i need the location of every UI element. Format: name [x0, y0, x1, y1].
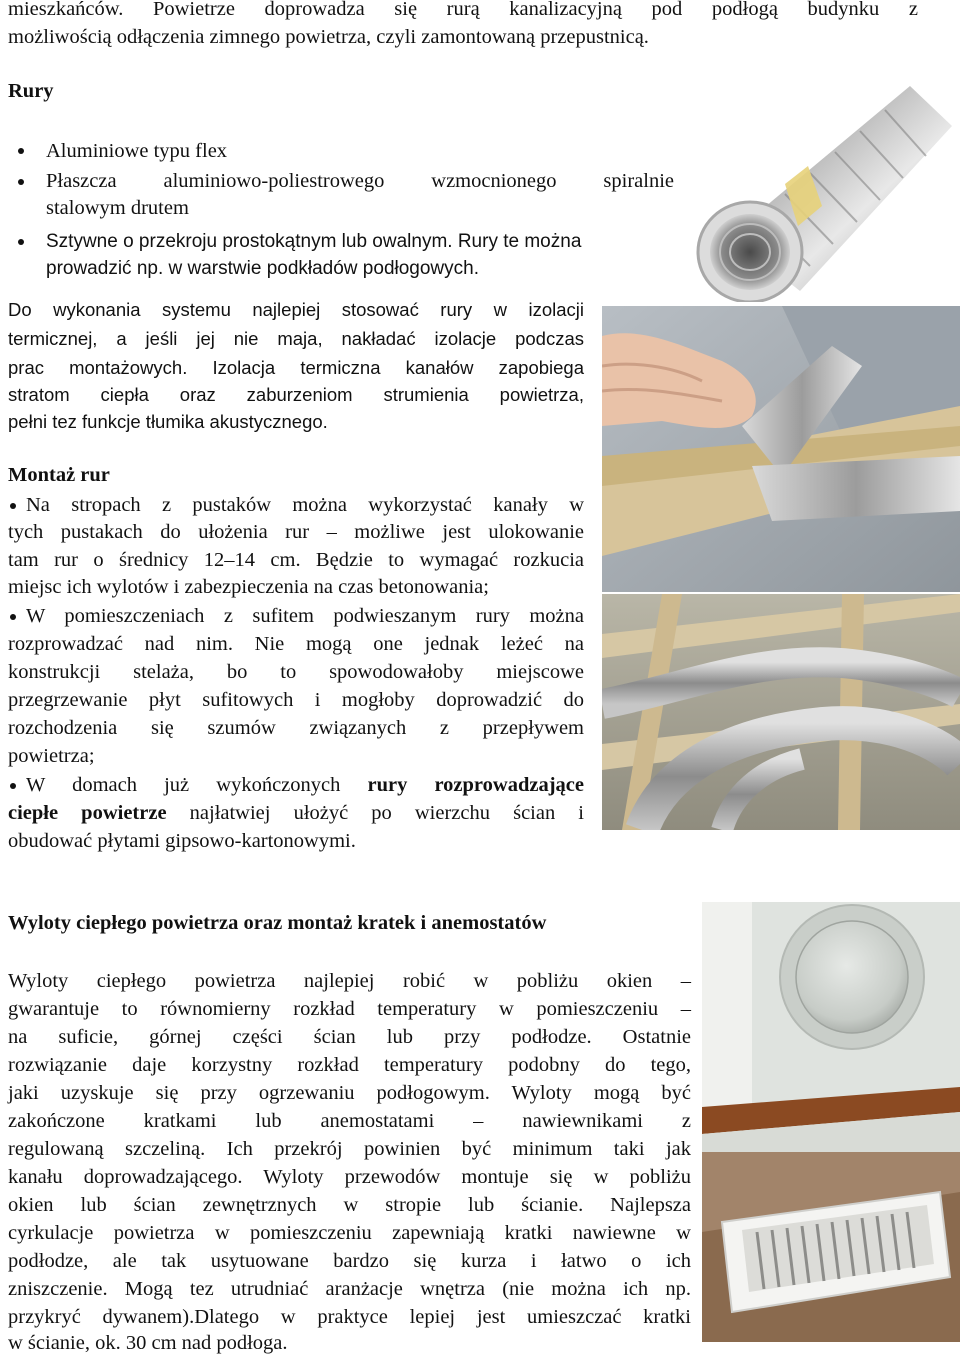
montaz-bullet-3-line-3: obudować płytami gipsowo-kartonowymi. [8, 830, 356, 852]
bullet-icon [18, 179, 24, 185]
rury-paragraph-line: stratom ciepła oraz zaburzeniom strumienia powietrza, [8, 384, 584, 405]
montaz-heading: Montaż rur [8, 464, 110, 486]
bullet-icon [10, 614, 16, 620]
floor-grille-photo [702, 1152, 960, 1342]
wyloty-paragraph-line: jaki uzyskuje się przy ogrzewaniu podłogowym. Wyloty mogą być [8, 1082, 691, 1104]
montaz-bullet-3-line-2 [8, 800, 584, 828]
montaz-bullet-3-text: najłatwiej ułożyć po wierzchu ścian i [166, 802, 584, 824]
montaz-bullet-2-line: rozprowadzać nad nim. Nie mogą one jednak leżeć na [8, 633, 584, 655]
rury-bullet-2-line-1: Płaszcza aluminiowo-poliestrowego wzmocnionego spiralnie [46, 170, 674, 192]
montaz-bullet-2-line: przegrzewanie płyt sufitowych i mogłoby doprowadzić do [8, 689, 584, 711]
rury-paragraph-line: pełni tez funkcje tłumika akustycznego. [8, 411, 328, 432]
montaz-bullet-1-line: Na stropach z pustaków można wykorzystać kanały w [26, 494, 584, 516]
rury-bullet-2-line-2: stalowym drutem [46, 197, 189, 219]
bullet-icon [10, 503, 16, 509]
wyloty-paragraph-line: na suficie, górnej części ścian lub przy podłodze. Ostatnie [8, 1026, 691, 1048]
wyloty-paragraph-line: kanału doprowadzającego. Wyloty przewodów montuje się w pobliżu [8, 1166, 691, 1188]
rury-bullet-1: Aluminiowe typu flex [46, 140, 228, 162]
rury-paragraph-line: prac montażowych. Izolacja termiczna kanałów zapobiega [8, 357, 584, 378]
wyloty-paragraph-line: zniszczenie. Mogą tez utrudniać aranżacje wnętrza (nie można ich np. [8, 1278, 691, 1300]
wyloty-paragraph-line: w ścianie, ok. 30 cm nad podłoga. [8, 1332, 288, 1354]
insulation-installation-photo [602, 306, 960, 592]
intro-line-1: mieszkańców. Powietrze doprowadza się rurą kanalizacyjną pod podłogą budynku z [8, 0, 918, 20]
montaz-bullet-3-line-1 [26, 772, 584, 800]
montaz-bullet-3-text: W domach już wykończonych [26, 774, 368, 796]
wyloty-paragraph-line: cyrkulacje powietrza w pomieszczeniu zapewniają kratki nawiewne w [8, 1222, 691, 1244]
wyloty-paragraph-line: podłodze, ale tak usytuowane bardzo się kurza i łatwo o ich [8, 1250, 691, 1272]
wyloty-paragraph-line: regulowaną szczeliną. Ich przekrój powinien być minimum taki jak [8, 1138, 691, 1160]
wyloty-paragraph-line: przykryć dywanem).Dlatego w praktyce lepiej jest umieszczać kratki [8, 1306, 691, 1328]
montaz-bullet-1-line: tam rur o średnicy 12–14 cm. Będzie to wymagać rozkucia [8, 549, 584, 571]
montaz-bullet-1-line: miejsc ich wylotów i zabezpieczenia na czas betonowania; [8, 576, 489, 598]
bullet-icon [18, 148, 24, 154]
wyloty-paragraph-line: Wyloty ciepłego powietrza najlepiej robić w pobliżu okien – [8, 970, 691, 992]
anemostat-photo [702, 902, 960, 1152]
montaz-bullet-2-line: konstrukcji stelaża, bo to spowodowałoby miejscowe [8, 661, 584, 683]
montaz-bullet-3-bold: ciepłe powietrze [8, 802, 167, 824]
wyloty-paragraph-line: okien lub ścian zewnętrznych w stropie lub ścianie. Najlepsza [8, 1194, 691, 1216]
bullet-icon [18, 239, 24, 245]
insulated-duct-photo [690, 66, 960, 302]
montaz-bullet-2-line: rozchodzenia się szumów związanych z przepływem [8, 717, 584, 739]
rury-bullet-3-line-1: Sztywne o przekroju prostokątnym lub owalnym. Rury te można [46, 231, 582, 252]
montaz-bullet-1-line: tych pustakach do ułożenia rur – możliwe jest ulokowanie [8, 521, 584, 543]
wyloty-paragraph-line: zakończone kratkami lub anemostatami – nawiewnikami z [8, 1110, 691, 1132]
bullet-icon [10, 783, 16, 789]
wyloty-paragraph-line: gwarantuje to równomierny rozkład temperatury w pomieszczeniu – [8, 998, 691, 1020]
montaz-bullet-2-line: powietrza; [8, 745, 95, 767]
montaz-bullet-3-bold: rury rozprowadzające [367, 774, 584, 796]
intro-line-2: możliwością odłączenia zimnego powietrza, czyli zamontowaną przepustnicą. [8, 26, 649, 48]
wyloty-paragraph-line: rozwiązanie daje korzystny rozkład temperatury podobny do tego, [8, 1054, 691, 1076]
rury-bullet-3-line-2: prowadzić np. w warstwie podkładów podłogowych. [46, 258, 480, 279]
rury-heading: Rury [8, 80, 54, 102]
rury-paragraph-line: Do wykonania systemu najlepiej stosować rury w izolacji [8, 299, 584, 320]
ducts-over-ceiling-photo [602, 594, 960, 830]
rury-paragraph-line: termicznej, a jeśli jej nie maja, nakładać izolacje podczas [8, 328, 584, 349]
montaz-bullet-2-line: W pomieszczeniach z sufitem podwieszanym rury można [26, 605, 584, 627]
wyloty-heading: Wyloty ciepłego powietrza oraz montaż kratek i anemostatów [8, 912, 547, 934]
